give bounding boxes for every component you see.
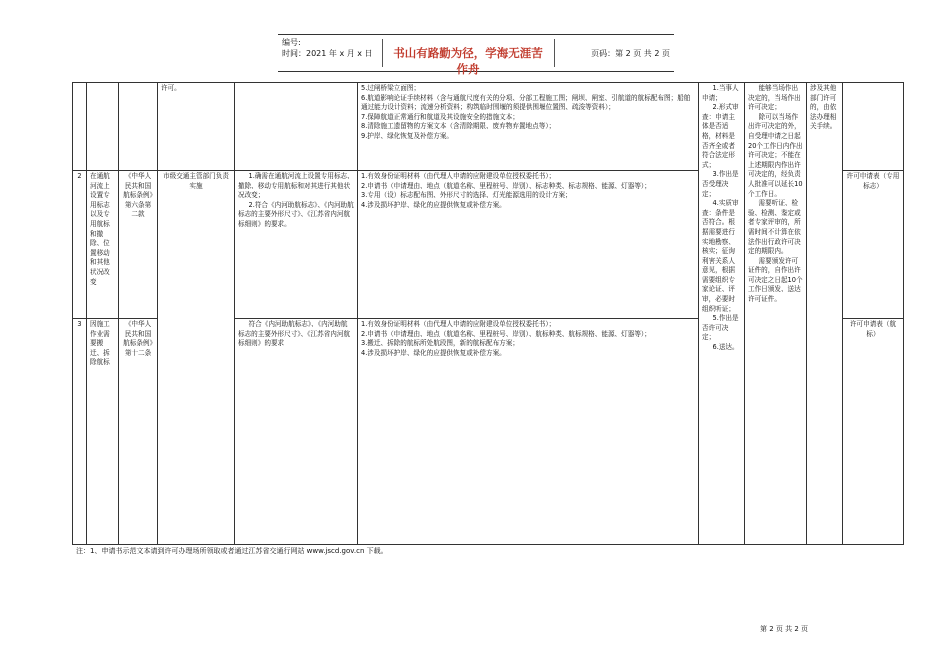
cell-conditions bbox=[235, 83, 358, 171]
time-limit-text: 能够当场作出决定的，当场作出许可决定； bbox=[748, 84, 801, 112]
cell-coordination: 涉及其他部门许可的，由依法办理相关手续。 bbox=[807, 83, 843, 545]
header-divider bbox=[382, 39, 383, 67]
procedure-step: 5.作出是否许可决定； bbox=[702, 314, 739, 342]
cell-no: 2 bbox=[73, 171, 87, 319]
material-item: 2.申请书（申请理由、地点（航道名称、里程桩号、岸别）、航标种类、航标规格、能源、灯器等）； bbox=[361, 329, 651, 338]
cell-law: 《中华人民共和国航标条例》第六条第二款 bbox=[119, 171, 158, 319]
material-item: 7.保障航道正常通行和航道及其设施安全的措施文本； bbox=[361, 112, 519, 121]
material-item: 6.航道影响论证手续材料（含与通航尺度有关的分项、分部工程施工图；闸坝、闸室、引航道的航标配布图；船舶通过能力设计资料；流速分析资料；构筑临时围堰的须提供围堰位置图、疏浚等资料）； bbox=[361, 93, 691, 112]
cell-basis: 许可。 bbox=[158, 83, 235, 171]
material-item: 9.护岸、绿化恢复及补偿方案。 bbox=[361, 131, 454, 140]
page-footer: 第 2 页 共 2 页 bbox=[760, 625, 809, 633]
table-note: 注：1、申请书示范文本请到许可办理场所领取或者通过江苏省交通行网站 www.jscd.gov.cn 下载。 bbox=[76, 547, 388, 555]
procedure-step: 4.实质审查：条件是否符合。根据需要进行实地勘察、核实；征询利害关系人意见，根据需要组织专家论证、评审，必要时组织听证； bbox=[702, 199, 739, 313]
cell-materials bbox=[358, 171, 699, 319]
procedure-step: 1.当事人申请； bbox=[702, 84, 739, 102]
cell-conditions bbox=[235, 171, 358, 319]
header-motto: 书山有路勤为径，学海无涯苦作舟 bbox=[393, 46, 543, 76]
material-item: 2.申请书（申请理由、地点（航道名称、里程桩号、岸别）、标志种类、标志规格、能源、灯器等）； bbox=[361, 181, 651, 190]
cell-law bbox=[119, 83, 158, 171]
cell-item: 因施工作业需要搬迁、拆除航标 bbox=[87, 319, 119, 545]
material-item: 4.涉及损坏护岸、绿化的应提供恢复或补偿方案。 bbox=[361, 200, 506, 209]
cell-form bbox=[843, 83, 904, 171]
material-item: 3.搬迁、拆除的航标所处航段图，新的航标配布方案； bbox=[361, 339, 519, 348]
document-code: 编号: bbox=[282, 38, 301, 47]
header-page-number: 页码：第 2 页 共 2 页 bbox=[591, 49, 670, 58]
cell-materials bbox=[358, 319, 699, 545]
table-row bbox=[73, 83, 904, 171]
cell-materials bbox=[358, 83, 699, 171]
cell-time-limit bbox=[745, 83, 807, 545]
cell-procedure bbox=[699, 83, 745, 545]
cell-no bbox=[73, 83, 87, 171]
cell-form: 许可申请表（专用标志） bbox=[843, 171, 904, 319]
condition-item: 1.确需在通航河流上设置专用标志、撤除、移动专用航标和对其进行其他状况改变； bbox=[238, 172, 354, 200]
procedure-step: 2.形式审查：申请主体是否适格，材料是否齐全或者符合法定形式； bbox=[702, 103, 739, 169]
page-header bbox=[278, 34, 674, 76]
material-item: 1.有效身份证明材料（由代理人申请的应附建设单位授权委托书）； bbox=[361, 320, 556, 328]
cell-form: 许可申请表（航标） bbox=[843, 319, 904, 545]
condition-item: 2.符合《内河助航标志》、《内河助航标志的主要外形尺寸》、《江苏省内河航标细则》的要求。 bbox=[238, 200, 354, 228]
cell-no: 3 bbox=[73, 319, 87, 545]
time-limit-text: 需要听证、检验、检测、鉴定或者专家评审的，所需时间不计算在依法作出行政许可决定的期限内。 bbox=[748, 199, 801, 256]
material-item: 5.过闸桥梁立面图； bbox=[361, 84, 421, 92]
cell-law: 《中华人民共和国航标条例》第十二条 bbox=[119, 319, 158, 545]
material-item: 1.有效身份证明材料（由代理人申请的应附建设单位授权委托书）； bbox=[361, 172, 556, 180]
time-limit-text: 除可以当场作出许可决定的外，自受理申请之日起20个工作日内作出许可决定；不能在上述期限内作出许可决定的，经负责人批准可以延长10个工作日。 bbox=[748, 112, 803, 198]
time-limit-text: 需要颁发许可证件的，自作出许可决定之日起10个工作日颁发、送达许可证件。 bbox=[748, 256, 803, 304]
cell-item: 在通航河流上设置专用标志以及专用航标和撤除、位置移动和其他状况改变 bbox=[87, 171, 119, 319]
condition-item: 符合《内河助航标志》、《内河助航标志的主要外形尺寸》、《江苏省内河航标细则》的要求 bbox=[238, 320, 351, 348]
procedure-step: 6.送达。 bbox=[712, 343, 739, 352]
cell-authority: 市级交通主管部门负责实施 bbox=[158, 171, 235, 545]
procedure-step: 3.作出是否受理决定； bbox=[702, 170, 739, 198]
cell-conditions bbox=[235, 319, 358, 545]
header-divider bbox=[554, 39, 555, 67]
permit-table bbox=[72, 82, 904, 545]
material-item: 4.涉及损坏护岸、绿化的应提供恢复或补偿方案。 bbox=[361, 348, 506, 357]
header-meta bbox=[282, 37, 373, 59]
cell-item bbox=[87, 83, 119, 171]
document-date: 时间：2021 年 x 月 x 日 bbox=[282, 49, 373, 58]
material-item: 8.清除施工遗留物的方案文本（含清除期限、废弃物弃置地点等）； bbox=[361, 122, 556, 131]
material-item: 3.专用（设）标志配布图、外形尺寸的选择、灯光能源选用的设计方案； bbox=[361, 191, 572, 200]
